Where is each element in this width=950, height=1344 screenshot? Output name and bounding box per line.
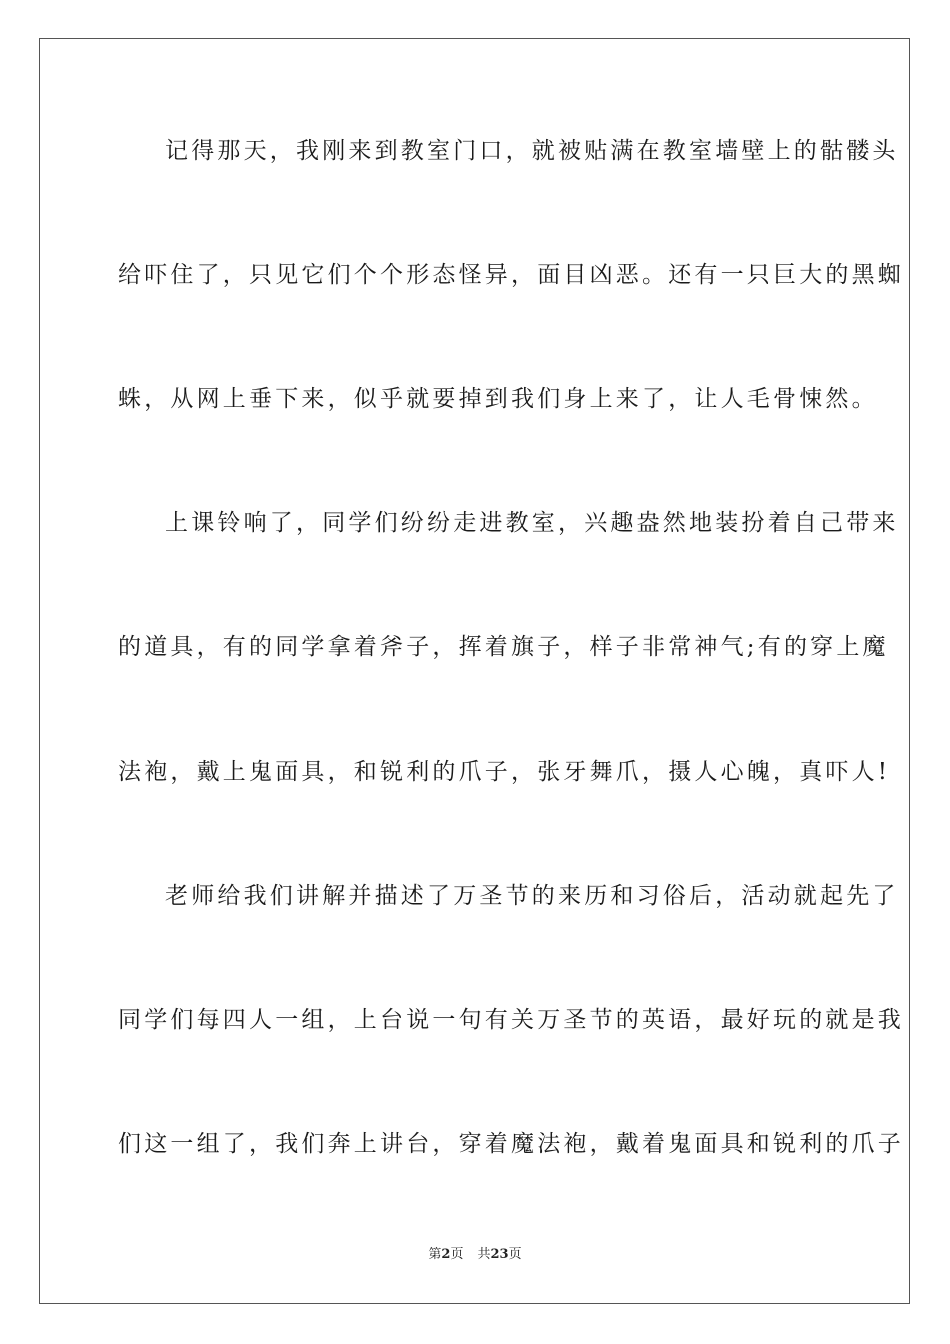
paragraph-1-line-3: 蛛，从网上垂下来，似乎就要掉到我们身上来了，让人毛骨悚然。 — [118, 386, 878, 412]
page-suffix: 页 — [450, 1247, 464, 1262]
page-number: 2 — [441, 1247, 451, 1262]
page-footer — [0, 1246, 950, 1264]
paragraph-2-line-1: 上课铃响了，同学们纷纷走进教室，兴趣盎然地装扮着自己带来 — [165, 510, 899, 536]
paragraph-3-line-1: 老师给我们讲解并描述了万圣节的来历和习俗后，活动就起先了 — [165, 883, 899, 909]
total-prefix: 共 — [477, 1247, 491, 1262]
paragraph-1-line-1: 记得那天，我刚来到教室门口，就被贴满在教室墙壁上的骷髅头 — [165, 138, 899, 164]
total-suffix: 页 — [508, 1247, 522, 1262]
paragraph-3-line-2: 同学们每四人一组，上台说一句有关万圣节的英语，最好玩的就是我 — [118, 1007, 904, 1033]
total-pages: 23 — [490, 1247, 509, 1262]
page-frame — [39, 38, 910, 1304]
paragraph-2-line-2: 的道具，有的同学拿着斧子，挥着旗子，样子非常神气;有的穿上魔 — [118, 634, 889, 660]
paragraph-1-line-2: 给吓住了，只见它们个个形态怪异，面目凶恶。还有一只巨大的黑蜘 — [118, 262, 904, 288]
paragraph-3-line-3: 们这一组了，我们奔上讲台，穿着魔法袍，戴着鬼面具和锐利的爪子 — [118, 1131, 904, 1157]
page-prefix: 第 — [428, 1247, 442, 1262]
paragraph-2-line-3: 法袍，戴上鬼面具，和锐利的爪子，张牙舞爪，摄人心魄，真吓人! — [118, 759, 891, 785]
